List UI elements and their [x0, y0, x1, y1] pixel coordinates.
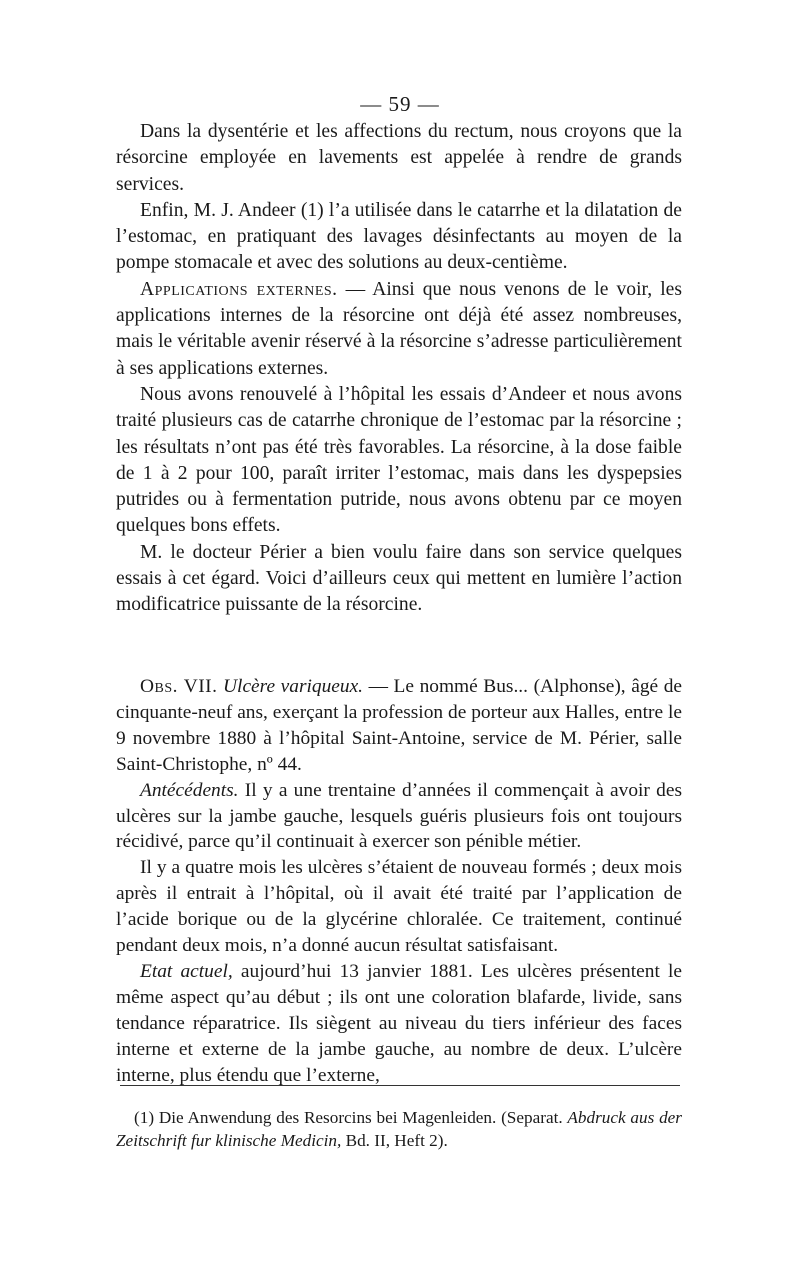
footnote-text: (1) Die Anwendung des Resorcins bei Magenleiden. (Separat.: [134, 1108, 568, 1127]
paragraph-text: Il y a une trentaine d’années il commençait à avoir des ulcères sur la jambe gauche, lesquels guéris plusieurs fois ont toujours récidivé, parce qu’il continuait à exercer son pénible métier.: [116, 779, 682, 853]
observation-title: Ulcère variqueux.: [223, 676, 364, 697]
footnote-italic: Abdruck aus der Zeitschrift fur klinische Medicin,: [116, 1108, 682, 1150]
paragraph-text: — Ainsi que nous venons de le voir, les applications internes de la résorcine ont déjà été assez nombreuses, mais le véritable avenir réservé à la résorcine s’adresse particulièrement à ses applications externes.: [116, 278, 683, 379]
footnote-divider: [120, 1085, 680, 1086]
paragraph-essais: Nous avons renouvelé à l’hôpital les essais d’Andeer et nous avons traité plusieurs cas de catarrhe chronique de l’estomac par la résorcine ; les résultats n’ont pas été très favorables. La résorcine, à la dose faible de 1 à 2 pour 100, paraît irriter l’estomac, mais dans les dyspepsies putrides ou à fermentation putride, nous avons obtenu par ce moyen quelques bons effets.: [116, 383, 682, 537]
paragraph-perier: M. le docteur Périer a bien voulu faire dans son service quelques essais à cet égard. Voici d’ailleurs ceux qui mettent en lumière l’action modificatrice puissante de la résorcine.: [116, 541, 682, 616]
page-number: — 59 —: [360, 92, 440, 116]
paragraph-quatre-mois: Il y a quatre mois les ulcères s’étaient de nouveau formés ; deux mois après il entrait à l’hôpital, où il avait été traité par l’application de l’acide borique ou de la glycérine chloralée. Ce traitement, continué pendant deux mois, n’a donné aucun résultat satisfaisant.: [116, 857, 682, 957]
paragraph-text: aujourd’hui 13 janvier 1881. Les ulcères présentent le même aspect qu’au début ; ils ont une coloration blafarde, livide, sans tendance réparatrice. Ils siègent au niveau du tiers inférieur des faces interne et externe de la jambe gauche, au nombre de deux. L’ulcère interne, plus étendu que l’externe,: [116, 960, 682, 1086]
paragraph-dysenterie: Dans la dysentérie et les affections du rectum, nous croyons que la résorcine employée en lavements est appelée à rendre de grands services.: [116, 121, 682, 195]
etat-actuel-lead: Etat actuel,: [140, 960, 233, 982]
antecedents-lead: Antécédents.: [140, 779, 239, 801]
paragraph-etat-actuel: [116, 959, 682, 1089]
observation-block: [116, 674, 682, 1089]
footnote-tail: Bd. II, Heft 2).: [341, 1131, 448, 1150]
paragraph-andeer: Enfin, M. J. Andeer (1) l’a utilisée dans le catarrhe et la dilatation de l’estomac, en pratiquant des lavages désinfectants au moyen de la pompe stomacale et avec des solutions au deux-centième.: [116, 199, 682, 274]
section-heading: Applications externes.: [140, 278, 338, 300]
main-text-top: [116, 119, 682, 619]
paragraph-antecedents: [116, 778, 682, 856]
observation-text: — Le nommé Bus... (Alphonse), âgé de cinquante-neuf ans, exerçant la profession de porteur aux Halles, entre le 9 novembre 1880 à l’hôpital Saint-Antoine, service de M. Périer, salle Saint-Christophe, nº 44.: [116, 676, 682, 775]
observation-heading: [116, 674, 682, 778]
footnote: [116, 1106, 682, 1152]
paragraph-applications-externes: [116, 277, 682, 382]
observation-label: Obs. VII.: [140, 676, 218, 697]
